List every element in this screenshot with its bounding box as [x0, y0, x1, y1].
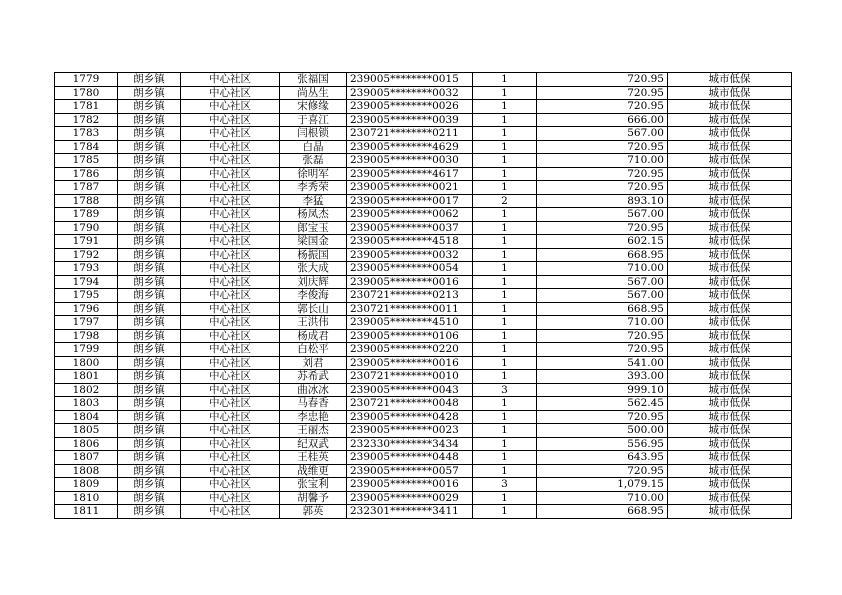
- name-cell: 郭英: [280, 505, 347, 519]
- row-number-cell: 1783: [55, 127, 118, 141]
- category-cell: 城市低保: [668, 370, 792, 384]
- household-count-cell: 1: [473, 505, 537, 519]
- community-cell: 中心社区: [181, 383, 280, 397]
- amount-cell: 393.00: [537, 370, 668, 384]
- id-number-cell: 239005********0448: [347, 451, 473, 465]
- category-cell: 城市低保: [668, 437, 792, 451]
- household-count-cell: 1: [473, 424, 537, 438]
- category-cell: 城市低保: [668, 73, 792, 87]
- town-cell: 朗乡镇: [118, 181, 181, 195]
- town-cell: 朗乡镇: [118, 410, 181, 424]
- amount-cell: 720.95: [537, 329, 668, 343]
- community-cell: 中心社区: [181, 316, 280, 330]
- amount-cell: 999.10: [537, 383, 668, 397]
- household-count-cell: 1: [473, 248, 537, 262]
- table-row: [55, 140, 792, 154]
- name-cell: 张磊: [280, 154, 347, 168]
- household-count-cell: 3: [473, 383, 537, 397]
- table-row: [55, 73, 792, 87]
- amount-cell: 893.10: [537, 194, 668, 208]
- amount-cell: 602.15: [537, 235, 668, 249]
- welfare-roster-table: [54, 72, 792, 519]
- category-cell: 城市低保: [668, 491, 792, 505]
- row-number-cell: 1794: [55, 275, 118, 289]
- community-cell: 中心社区: [181, 73, 280, 87]
- name-cell: 张福国: [280, 73, 347, 87]
- town-cell: 朗乡镇: [118, 140, 181, 154]
- household-count-cell: 1: [473, 316, 537, 330]
- town-cell: 朗乡镇: [118, 100, 181, 114]
- town-cell: 朗乡镇: [118, 221, 181, 235]
- name-cell: 马春香: [280, 397, 347, 411]
- household-count-cell: 1: [473, 302, 537, 316]
- table-row: [55, 167, 792, 181]
- amount-cell: 666.00: [537, 113, 668, 127]
- household-count-cell: 1: [473, 397, 537, 411]
- id-number-cell: 239005********0023: [347, 424, 473, 438]
- household-count-cell: 2: [473, 194, 537, 208]
- category-cell: 城市低保: [668, 343, 792, 357]
- row-number-cell: 1790: [55, 221, 118, 235]
- table-row: [55, 113, 792, 127]
- community-cell: 中心社区: [181, 113, 280, 127]
- community-cell: 中心社区: [181, 167, 280, 181]
- table-row: [55, 275, 792, 289]
- id-number-cell: 239005********4510: [347, 316, 473, 330]
- table-row: [55, 451, 792, 465]
- category-cell: 城市低保: [668, 316, 792, 330]
- town-cell: 朗乡镇: [118, 356, 181, 370]
- town-cell: 朗乡镇: [118, 235, 181, 249]
- name-cell: 张大成: [280, 262, 347, 276]
- category-cell: 城市低保: [668, 100, 792, 114]
- community-cell: 中心社区: [181, 127, 280, 141]
- table-row: [55, 424, 792, 438]
- community-cell: 中心社区: [181, 208, 280, 222]
- community-cell: 中心社区: [181, 302, 280, 316]
- row-number-cell: 1786: [55, 167, 118, 181]
- household-count-cell: 1: [473, 100, 537, 114]
- town-cell: 朗乡镇: [118, 302, 181, 316]
- household-count-cell: 1: [473, 154, 537, 168]
- household-count-cell: 1: [473, 370, 537, 384]
- table-row: [55, 221, 792, 235]
- row-number-cell: 1805: [55, 424, 118, 438]
- town-cell: 朗乡镇: [118, 451, 181, 465]
- amount-cell: 720.95: [537, 410, 668, 424]
- category-cell: 城市低保: [668, 478, 792, 492]
- town-cell: 朗乡镇: [118, 289, 181, 303]
- id-number-cell: 230721********0211: [347, 127, 473, 141]
- town-cell: 朗乡镇: [118, 73, 181, 87]
- name-cell: 李猛: [280, 194, 347, 208]
- town-cell: 朗乡镇: [118, 194, 181, 208]
- category-cell: 城市低保: [668, 262, 792, 276]
- household-count-cell: 1: [473, 437, 537, 451]
- row-number-cell: 1791: [55, 235, 118, 249]
- amount-cell: 720.95: [537, 86, 668, 100]
- row-number-cell: 1803: [55, 397, 118, 411]
- amount-cell: 710.00: [537, 316, 668, 330]
- category-cell: 城市低保: [668, 127, 792, 141]
- household-count-cell: 1: [473, 86, 537, 100]
- community-cell: 中心社区: [181, 505, 280, 519]
- table-row: [55, 181, 792, 195]
- community-cell: 中心社区: [181, 194, 280, 208]
- community-cell: 中心社区: [181, 262, 280, 276]
- community-cell: 中心社区: [181, 343, 280, 357]
- town-cell: 朗乡镇: [118, 478, 181, 492]
- row-number-cell: 1793: [55, 262, 118, 276]
- town-cell: 朗乡镇: [118, 113, 181, 127]
- category-cell: 城市低保: [668, 140, 792, 154]
- town-cell: 朗乡镇: [118, 464, 181, 478]
- town-cell: 朗乡镇: [118, 329, 181, 343]
- category-cell: 城市低保: [668, 383, 792, 397]
- community-cell: 中心社区: [181, 410, 280, 424]
- category-cell: 城市低保: [668, 221, 792, 235]
- id-number-cell: 239005********4617: [347, 167, 473, 181]
- id-number-cell: 232330********3434: [347, 437, 473, 451]
- name-cell: 白晶: [280, 140, 347, 154]
- amount-cell: 720.95: [537, 464, 668, 478]
- name-cell: 杨成君: [280, 329, 347, 343]
- category-cell: 城市低保: [668, 154, 792, 168]
- name-cell: 纪双武: [280, 437, 347, 451]
- id-number-cell: 239005********0016: [347, 356, 473, 370]
- row-number-cell: 1782: [55, 113, 118, 127]
- table-row: [55, 316, 792, 330]
- id-number-cell: 239005********0017: [347, 194, 473, 208]
- household-count-cell: 1: [473, 167, 537, 181]
- name-cell: 王丽杰: [280, 424, 347, 438]
- town-cell: 朗乡镇: [118, 208, 181, 222]
- table-row: [55, 194, 792, 208]
- town-cell: 朗乡镇: [118, 316, 181, 330]
- row-number-cell: 1780: [55, 86, 118, 100]
- category-cell: 城市低保: [668, 86, 792, 100]
- name-cell: 梁国金: [280, 235, 347, 249]
- id-number-cell: 239005********0062: [347, 208, 473, 222]
- row-number-cell: 1807: [55, 451, 118, 465]
- id-number-cell: 239005********0029: [347, 491, 473, 505]
- household-count-cell: 1: [473, 329, 537, 343]
- row-number-cell: 1792: [55, 248, 118, 262]
- category-cell: 城市低保: [668, 356, 792, 370]
- amount-cell: 643.95: [537, 451, 668, 465]
- town-cell: 朗乡镇: [118, 248, 181, 262]
- row-number-cell: 1784: [55, 140, 118, 154]
- household-count-cell: 1: [473, 356, 537, 370]
- name-cell: 李忠艳: [280, 410, 347, 424]
- name-cell: 白松平: [280, 343, 347, 357]
- category-cell: 城市低保: [668, 235, 792, 249]
- household-count-cell: 1: [473, 127, 537, 141]
- community-cell: 中心社区: [181, 235, 280, 249]
- row-number-cell: 1788: [55, 194, 118, 208]
- name-cell: 于喜江: [280, 113, 347, 127]
- row-number-cell: 1799: [55, 343, 118, 357]
- name-cell: 苏希武: [280, 370, 347, 384]
- table-row: [55, 329, 792, 343]
- category-cell: 城市低保: [668, 208, 792, 222]
- id-number-cell: 239005********0039: [347, 113, 473, 127]
- name-cell: 王桂英: [280, 451, 347, 465]
- id-number-cell: 239005********0032: [347, 248, 473, 262]
- row-number-cell: 1796: [55, 302, 118, 316]
- table-row: [55, 478, 792, 492]
- amount-cell: 720.95: [537, 167, 668, 181]
- community-cell: 中心社区: [181, 437, 280, 451]
- amount-cell: 710.00: [537, 262, 668, 276]
- household-count-cell: 1: [473, 464, 537, 478]
- name-cell: 郎宝玉: [280, 221, 347, 235]
- table-row: [55, 289, 792, 303]
- amount-cell: 556.95: [537, 437, 668, 451]
- row-number-cell: 1797: [55, 316, 118, 330]
- id-number-cell: 230721********0213: [347, 289, 473, 303]
- table-row: [55, 235, 792, 249]
- category-cell: 城市低保: [668, 194, 792, 208]
- name-cell: 刘君: [280, 356, 347, 370]
- town-cell: 朗乡镇: [118, 343, 181, 357]
- name-cell: 张宝利: [280, 478, 347, 492]
- name-cell: 曲冰冰: [280, 383, 347, 397]
- name-cell: 李俊海: [280, 289, 347, 303]
- community-cell: 中心社区: [181, 289, 280, 303]
- name-cell: 刘庆辉: [280, 275, 347, 289]
- name-cell: 杨振国: [280, 248, 347, 262]
- id-number-cell: 239005********0016: [347, 478, 473, 492]
- name-cell: 尚丛生: [280, 86, 347, 100]
- community-cell: 中心社区: [181, 154, 280, 168]
- community-cell: 中心社区: [181, 478, 280, 492]
- household-count-cell: 1: [473, 181, 537, 195]
- row-number-cell: 1789: [55, 208, 118, 222]
- table-row: [55, 100, 792, 114]
- id-number-cell: 230721********0011: [347, 302, 473, 316]
- community-cell: 中心社区: [181, 356, 280, 370]
- table-row: [55, 343, 792, 357]
- table-row: [55, 505, 792, 519]
- row-number-cell: 1804: [55, 410, 118, 424]
- town-cell: 朗乡镇: [118, 437, 181, 451]
- town-cell: 朗乡镇: [118, 154, 181, 168]
- community-cell: 中心社区: [181, 491, 280, 505]
- category-cell: 城市低保: [668, 505, 792, 519]
- household-count-cell: 1: [473, 73, 537, 87]
- name-cell: 胡馨予: [280, 491, 347, 505]
- table-row: [55, 262, 792, 276]
- row-number-cell: 1795: [55, 289, 118, 303]
- amount-cell: 720.95: [537, 100, 668, 114]
- table-row: [55, 356, 792, 370]
- row-number-cell: 1808: [55, 464, 118, 478]
- town-cell: 朗乡镇: [118, 424, 181, 438]
- category-cell: 城市低保: [668, 275, 792, 289]
- amount-cell: 668.95: [537, 505, 668, 519]
- community-cell: 中心社区: [181, 275, 280, 289]
- amount-cell: 562.45: [537, 397, 668, 411]
- id-number-cell: 239005********0054: [347, 262, 473, 276]
- household-count-cell: 1: [473, 410, 537, 424]
- household-count-cell: 1: [473, 235, 537, 249]
- household-count-cell: 1: [473, 113, 537, 127]
- table-row: [55, 383, 792, 397]
- household-count-cell: 1: [473, 451, 537, 465]
- table-row: [55, 370, 792, 384]
- household-count-cell: 3: [473, 478, 537, 492]
- household-count-cell: 1: [473, 275, 537, 289]
- town-cell: 朗乡镇: [118, 275, 181, 289]
- town-cell: 朗乡镇: [118, 505, 181, 519]
- amount-cell: 1,079.15: [537, 478, 668, 492]
- town-cell: 朗乡镇: [118, 127, 181, 141]
- name-cell: 郭长山: [280, 302, 347, 316]
- row-number-cell: 1798: [55, 329, 118, 343]
- name-cell: 闫根锁: [280, 127, 347, 141]
- row-number-cell: 1802: [55, 383, 118, 397]
- household-count-cell: 1: [473, 208, 537, 222]
- town-cell: 朗乡镇: [118, 167, 181, 181]
- community-cell: 中心社区: [181, 464, 280, 478]
- amount-cell: 720.95: [537, 181, 668, 195]
- table-row: [55, 208, 792, 222]
- row-number-cell: 1810: [55, 491, 118, 505]
- category-cell: 城市低保: [668, 410, 792, 424]
- community-cell: 中心社区: [181, 100, 280, 114]
- table-row: [55, 464, 792, 478]
- household-count-cell: 1: [473, 140, 537, 154]
- id-number-cell: 239005********0016: [347, 275, 473, 289]
- amount-cell: 567.00: [537, 127, 668, 141]
- row-number-cell: 1809: [55, 478, 118, 492]
- amount-cell: 567.00: [537, 208, 668, 222]
- town-cell: 朗乡镇: [118, 491, 181, 505]
- community-cell: 中心社区: [181, 424, 280, 438]
- id-number-cell: 239005********0428: [347, 410, 473, 424]
- table-row: [55, 86, 792, 100]
- row-number-cell: 1779: [55, 73, 118, 87]
- category-cell: 城市低保: [668, 248, 792, 262]
- community-cell: 中心社区: [181, 86, 280, 100]
- category-cell: 城市低保: [668, 397, 792, 411]
- id-number-cell: 230721********0048: [347, 397, 473, 411]
- community-cell: 中心社区: [181, 140, 280, 154]
- table-body: [55, 73, 792, 519]
- id-number-cell: 239005********0106: [347, 329, 473, 343]
- name-cell: 杨凤杰: [280, 208, 347, 222]
- amount-cell: 541.00: [537, 356, 668, 370]
- table-row: [55, 491, 792, 505]
- town-cell: 朗乡镇: [118, 383, 181, 397]
- community-cell: 中心社区: [181, 329, 280, 343]
- name-cell: 李秀荣: [280, 181, 347, 195]
- id-number-cell: 239005********0220: [347, 343, 473, 357]
- id-number-cell: 239005********0021: [347, 181, 473, 195]
- row-number-cell: 1800: [55, 356, 118, 370]
- category-cell: 城市低保: [668, 181, 792, 195]
- community-cell: 中心社区: [181, 397, 280, 411]
- table-row: [55, 302, 792, 316]
- amount-cell: 710.00: [537, 154, 668, 168]
- row-number-cell: 1806: [55, 437, 118, 451]
- community-cell: 中心社区: [181, 221, 280, 235]
- town-cell: 朗乡镇: [118, 397, 181, 411]
- id-number-cell: 230721********0010: [347, 370, 473, 384]
- category-cell: 城市低保: [668, 451, 792, 465]
- amount-cell: 710.00: [537, 491, 668, 505]
- row-number-cell: 1811: [55, 505, 118, 519]
- amount-cell: 720.95: [537, 140, 668, 154]
- id-number-cell: 239005********0057: [347, 464, 473, 478]
- household-count-cell: 1: [473, 343, 537, 357]
- name-cell: 战维更: [280, 464, 347, 478]
- id-number-cell: 239005********0032: [347, 86, 473, 100]
- name-cell: 宋修缘: [280, 100, 347, 114]
- id-number-cell: 239005********0037: [347, 221, 473, 235]
- table-row: [55, 437, 792, 451]
- amount-cell: 668.95: [537, 302, 668, 316]
- amount-cell: 500.00: [537, 424, 668, 438]
- row-number-cell: 1787: [55, 181, 118, 195]
- category-cell: 城市低保: [668, 464, 792, 478]
- amount-cell: 720.95: [537, 73, 668, 87]
- household-count-cell: 1: [473, 491, 537, 505]
- town-cell: 朗乡镇: [118, 86, 181, 100]
- table-row: [55, 154, 792, 168]
- category-cell: 城市低保: [668, 289, 792, 303]
- name-cell: 王洪伟: [280, 316, 347, 330]
- id-number-cell: 232301********3411: [347, 505, 473, 519]
- town-cell: 朗乡镇: [118, 370, 181, 384]
- community-cell: 中心社区: [181, 181, 280, 195]
- amount-cell: 720.95: [537, 221, 668, 235]
- category-cell: 城市低保: [668, 302, 792, 316]
- household-count-cell: 1: [473, 262, 537, 276]
- row-number-cell: 1801: [55, 370, 118, 384]
- community-cell: 中心社区: [181, 248, 280, 262]
- table-row: [55, 127, 792, 141]
- name-cell: 徐明军: [280, 167, 347, 181]
- amount-cell: 567.00: [537, 289, 668, 303]
- table-row: [55, 397, 792, 411]
- row-number-cell: 1785: [55, 154, 118, 168]
- town-cell: 朗乡镇: [118, 262, 181, 276]
- row-number-cell: 1781: [55, 100, 118, 114]
- id-number-cell: 239005********0030: [347, 154, 473, 168]
- community-cell: 中心社区: [181, 451, 280, 465]
- category-cell: 城市低保: [668, 167, 792, 181]
- community-cell: 中心社区: [181, 370, 280, 384]
- id-number-cell: 239005********0043: [347, 383, 473, 397]
- category-cell: 城市低保: [668, 329, 792, 343]
- table-row: [55, 410, 792, 424]
- amount-cell: 567.00: [537, 275, 668, 289]
- amount-cell: 720.95: [537, 343, 668, 357]
- id-number-cell: 239005********4518: [347, 235, 473, 249]
- amount-cell: 668.95: [537, 248, 668, 262]
- id-number-cell: 239005********0026: [347, 100, 473, 114]
- category-cell: 城市低保: [668, 424, 792, 438]
- table-row: [55, 248, 792, 262]
- household-count-cell: 1: [473, 289, 537, 303]
- id-number-cell: 239005********0015: [347, 73, 473, 87]
- household-count-cell: 1: [473, 221, 537, 235]
- id-number-cell: 239005********4629: [347, 140, 473, 154]
- category-cell: 城市低保: [668, 113, 792, 127]
